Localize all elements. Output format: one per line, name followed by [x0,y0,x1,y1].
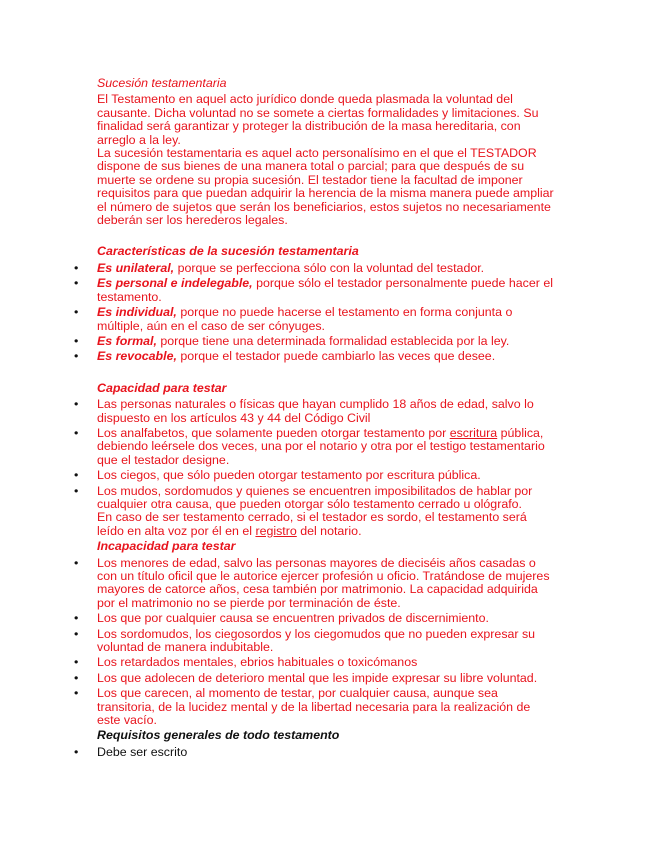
list-item-text: Los menores de edad, salvo las personas mayores de dieciséis años casadas o con un título oficil que le autorice ejercer profesión u oficio. Tratándose de mujeres mayores de catorce años, cesa también por matrimonio. La capacidad adquirida por el matrimonio no se pierde por terminación de éste. [97,555,550,610]
list-item-text: En caso de ser testamento cerrado, si el testador es sordo, el testamento será leído en alta voz por él en el [97,510,527,538]
list-item-text: Debe ser escrito [97,744,188,759]
list-item-term: Es individual, [97,305,177,320]
bullet-icon: • [74,305,79,320]
bullet-icon: • [74,425,79,440]
bullet-icon: • [74,626,79,641]
list-item [74,626,557,655]
section-title-capacidad: Capacidad para testar [97,380,227,395]
list-item-text: porque tiene una determinada formalidad establecida por la ley. [156,333,510,348]
section-title-sucesion: Sucesión testamentaria [97,76,227,90]
bullet-icon: • [74,655,79,670]
section-title-requisitos: Requisitos generales de todo testamento [97,728,340,743]
paragraph-definition: El Testamento en aquel acto jurídico donde queda plasmada la voluntad del causante. Dicha voluntad no se somete a ciertas formalidades y limitaciones. Su finalidad será garantizar y proteger la distribución de la masa hereditaria, con arreglo a la ley. [97,92,539,147]
list-item [74,333,557,348]
list-item [74,686,557,728]
registro-link[interactable]: registro [255,523,297,538]
bullet-icon: • [74,555,79,570]
section-title-caracteristicas: Características de la sucesión testamentaria [97,244,359,259]
bullet-icon: • [74,333,79,348]
caracteristicas-list [74,260,557,364]
bullet-icon: • [74,670,79,685]
list-item-term: Es formal, [97,333,157,348]
list-item [74,670,557,685]
list-item [74,397,557,425]
escritura-link[interactable]: escritura [449,425,498,440]
bullet-icon: • [74,611,79,626]
list-item-text: del notario. [296,523,362,538]
list-item [74,425,557,467]
list-item [74,349,557,364]
list-item [74,483,557,539]
list-item [74,611,557,626]
bullet-icon: • [74,468,79,483]
paragraph-personalisimo: La sucesión testamentaria es aquel acto personalísimo en el que el TESTADOR dispone de sus bienes de una manera total o parcial; para que después de su muerte se ordene su propia sucesión. El testador tiene la facultad de imponer requisitos para que puedan adquirir la herencia de la misma manera puede ampliar el número de sujetos que serán los beneficiarios, estos sujetos no necesariamente deberán ser los herederos legales. [97,146,554,228]
list-item-text: Los que por cualquier causa se encuentren privados de discernimiento. [97,611,489,626]
bullet-icon: • [74,260,79,275]
list-item-text: Los sordomudos, los ciegosordos y los ciegomudos que no pueden expresar su voluntad de manera indubitable. [97,626,536,655]
list-item [74,276,557,304]
bullet-icon: • [74,397,79,412]
list-item-text: Los que carecen, al momento de testar, por cualquier causa, aunque sea transitoria, de la lucidez mental y de la libertad necesaria para la realización de este vacío. [97,686,531,728]
list-item-term: Es revocable, [97,349,177,364]
list-item-text: Las personas naturales o físicas que hayan cumplido 18 años de edad, salvo lo dispuesto en los artículos 43 y 44 del Código Civil [97,397,534,425]
bullet-icon: • [74,276,79,291]
list-item-term: Es personal e indelegable, [97,276,253,291]
list-item-text: Los retardados mentales, ebrios habituales o toxicómanos [97,655,418,670]
list-item [74,260,557,275]
list-item-text: porque el testador puede cambiarlo las veces que desee. [176,349,496,364]
incapacidad-list [74,555,557,728]
list-item [74,555,557,611]
list-item-text: Los ciegos, que sólo pueden otorgar testamento por escritura pública. [97,468,481,483]
document-page [74,76,557,761]
list-item-term: Es unilateral, [97,260,175,275]
bullet-icon: • [74,686,79,701]
list-item [74,468,557,483]
requisitos-list [74,744,557,759]
list-item [74,305,557,333]
section-title-incapacidad: Incapacidad para testar [97,539,236,554]
list-item [74,744,557,759]
list-item-text: porque no puede hacerse el testamento en forma conjunta o múltiple, aún en el caso de ser cónyuges. [97,305,513,333]
list-item-text: porque sólo el testador personalmente puede hacer el testamento. [97,276,553,304]
capacidad-list [74,397,557,538]
list-item-text: porque se perfecciona sólo con la voluntad del testador. [174,260,485,275]
list-item-text: Los analfabetos, que solamente pueden otorgar testamento por [97,425,450,440]
bullet-icon: • [74,744,79,759]
bullet-icon: • [74,349,79,364]
list-item-text: Los que adolecen de deterioro mental que les impide expresar su libre voluntad. [97,670,538,685]
list-item-text: Los mudos, sordomudos y quienes se encuentren imposibilitados de hablar por cualquier otra causa, que pueden otorgar sólo testamento cerrado u ológrafo. [97,483,533,511]
bullet-icon: • [74,483,79,498]
list-item-text: pública, debiendo leérsele dos veces, una por el notario y otra por el testigo testamentario que el testador designe. [97,425,545,467]
list-item [74,655,557,670]
